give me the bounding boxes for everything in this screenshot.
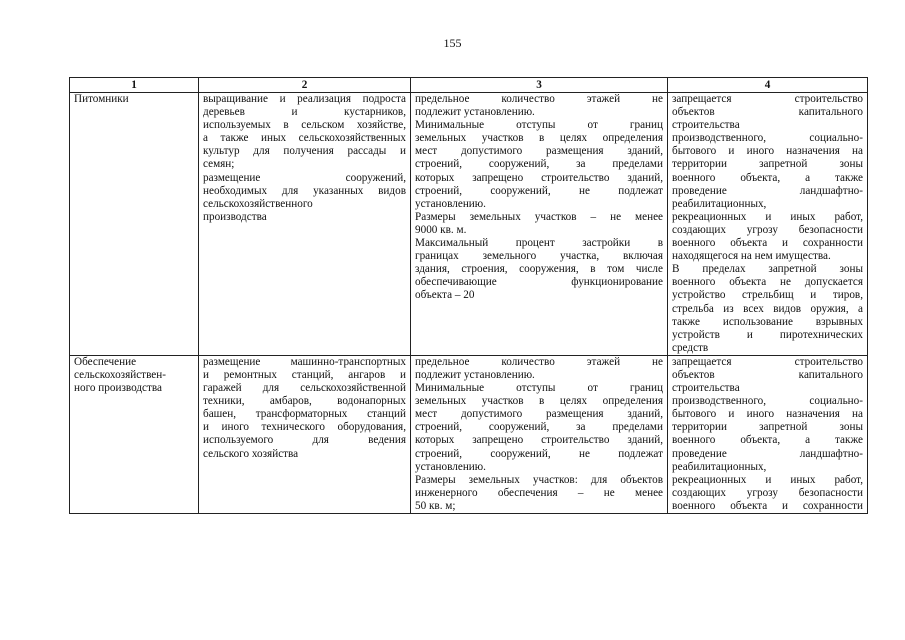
text-line: которых запрещено строительство зданий,: [415, 434, 663, 447]
text-line: рекреационных и иных работ,: [672, 473, 863, 486]
text-line: бытового и иного назначения на: [672, 145, 863, 158]
text-line: размещение сооружений,: [203, 171, 406, 184]
text-line: строений, сооружений, не подлежат: [415, 447, 663, 460]
text-line: создающих угрозу безопасности: [672, 223, 863, 236]
text-line: мест допустимого размещения зданий,: [415, 145, 663, 158]
page-number: 155: [443, 36, 462, 50]
cell-use-description: [199, 93, 411, 356]
column-header-1: 1: [70, 78, 199, 93]
text-line: создающих угрозу безопасности: [672, 486, 863, 499]
text-line: рекреационных и иных работ,: [672, 210, 863, 223]
text-line: устройство стрельбищ и тиров,: [672, 289, 863, 302]
text-line: производства: [203, 210, 267, 223]
text-line: объекта – 20: [415, 289, 475, 302]
text-line: Максимальный процент застройки в: [415, 237, 663, 250]
text-line: обеспечивающие функционирование: [415, 276, 663, 289]
text-line: установлению.: [415, 460, 486, 473]
text-line: 9000 кв. м.: [415, 223, 467, 236]
text-line: земельных участков в целях определения: [415, 395, 663, 408]
text-line: сельскохозяйственного: [203, 197, 313, 210]
text-line: производственного, социально-: [672, 395, 863, 408]
text-line: установлению.: [415, 197, 486, 210]
cell-restrictions: [668, 93, 868, 356]
text-line: башен, трансформаторных станций: [203, 408, 406, 421]
text-line: подлежит установлению.: [415, 368, 535, 381]
text-line: территории запретной зоны: [672, 158, 863, 171]
column-header-3: 3: [411, 78, 668, 93]
text-line: и ремонтных станций, ангаров и: [203, 368, 406, 381]
text-line: военного объекта, а также: [672, 434, 863, 447]
zoning-table: [69, 77, 868, 514]
text-line: предельное количество этажей не: [415, 93, 663, 105]
text-line: находящегося на нем имущества.: [672, 250, 831, 263]
text-line: реабилитационных,: [672, 197, 767, 210]
text-line: техники, амбаров, водонапорных: [203, 395, 406, 408]
text-line: военного объекта и сохранности: [672, 499, 863, 512]
text-line: производственного, социально-: [672, 132, 863, 145]
text-line: необходимых для указанных видов: [203, 184, 406, 197]
text-line: запрещается строительство: [672, 355, 863, 368]
text-line: Размеры земельных участков: для объектов: [415, 473, 663, 486]
text-line: средств: [672, 341, 709, 354]
text-line: строительства: [672, 382, 740, 395]
text-line: подлежит установлению.: [415, 106, 535, 119]
text-line: а также иных сельскохозяйственных: [203, 132, 406, 145]
text-line: Размеры земельных участков – не менее: [415, 210, 663, 223]
text-line: размещение машинно-транспортных: [203, 355, 406, 368]
text-line: здания, строения, сооружения, в том числе: [415, 263, 663, 276]
text-line: запрещается строительство: [672, 93, 863, 105]
text-line: устройств и пиротехнических: [672, 328, 863, 341]
column-header-2: 2: [199, 78, 411, 93]
text-line: 50 кв. м;: [415, 499, 456, 512]
text-line: строений, сооружений, за пределами: [415, 421, 663, 434]
text-line: В пределах запретной зоны: [672, 263, 863, 276]
text-line: сельского хозяйства: [203, 447, 299, 460]
cell-use-name: [70, 93, 199, 356]
text-line: предельное количество этажей не: [415, 355, 663, 368]
text-line: используемых в сельском хозяйстве,: [203, 119, 406, 132]
text-line: строений, сооружений, не подлежат: [415, 184, 663, 197]
column-header-4: 4: [668, 78, 868, 93]
text-line: территории запретной зоны: [672, 421, 863, 434]
text-line: строений, сооружений, за пределами: [415, 158, 663, 171]
text-line: проведение ландшафтно-: [672, 184, 863, 197]
text-line: бытового и иного назначения на: [672, 408, 863, 421]
text-line: используемого для ведения: [203, 434, 406, 447]
cell-use-description: [199, 355, 411, 513]
text-line: объектов капитального: [672, 368, 863, 381]
cell-restrictions: [668, 355, 868, 513]
text-line: и иного технического оборудования,: [203, 421, 406, 434]
text-line: деревьев и кустарников,: [203, 106, 406, 119]
text-line: строительства: [672, 119, 740, 132]
text-line: границах земельного участка, включая: [415, 250, 663, 263]
text-line: земельных участков в целях определения: [415, 132, 663, 145]
text-line: семян;: [203, 158, 235, 171]
text-line: инженерного обеспечения – не менее: [415, 486, 663, 499]
table-row-agri-support: [70, 355, 868, 513]
text-line: объектов капитального: [672, 106, 863, 119]
text-line: военного объекта, а также: [672, 171, 863, 184]
text-line: культур для получения рассады и: [203, 145, 406, 158]
text-line: также использование взрывных: [672, 315, 863, 328]
text-line: военного объекта и сохранности: [672, 237, 863, 250]
cell-parameters: [411, 93, 668, 356]
text-line: выращивание и реализация подроста: [203, 93, 406, 105]
text-line: Минимальные отступы от границ: [415, 382, 663, 395]
text-line: гаражей для сельскохозяйственной: [203, 382, 406, 395]
text-line: мест допустимого размещения зданий,: [415, 408, 663, 421]
text-line: проведение ландшафтно-: [672, 447, 863, 460]
text-line: военного объекта не допускается: [672, 276, 863, 289]
cell-parameters: [411, 355, 668, 513]
text-line: Питомники: [74, 93, 129, 105]
text-line: ного производства: [74, 382, 162, 395]
text-line: сельскохозяйствен-: [74, 368, 166, 381]
header-row: [70, 78, 868, 93]
text-line: которых запрещено строительство зданий,: [415, 171, 663, 184]
text-line: стрельба из всех видов оружия, а: [672, 302, 863, 315]
text-line: Минимальные отступы от границ: [415, 119, 663, 132]
table-row-nurseries: [70, 93, 868, 356]
cell-use-name: [70, 355, 199, 513]
text-line: реабилитационных,: [672, 460, 767, 473]
text-line: Обеспечение: [74, 355, 137, 368]
